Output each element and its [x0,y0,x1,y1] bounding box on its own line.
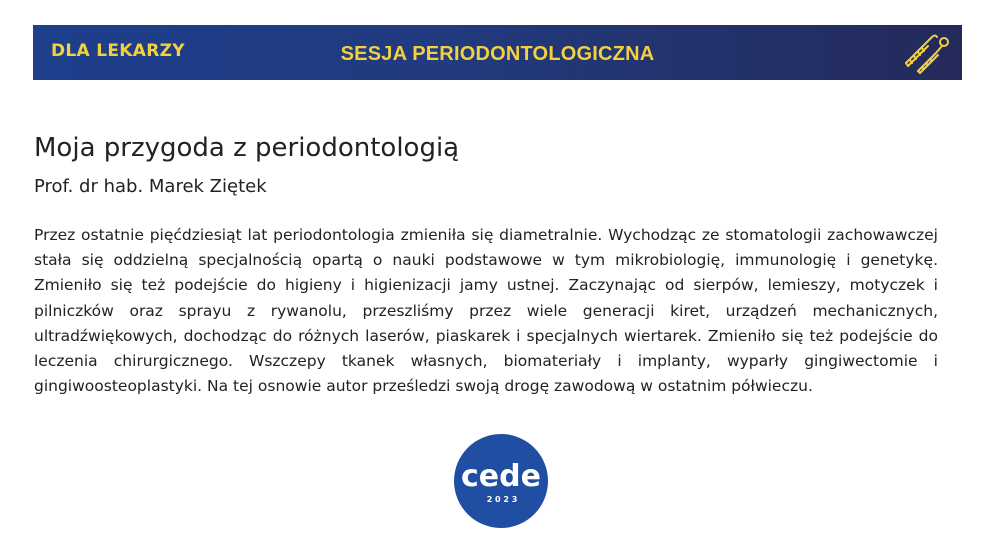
dental-tools-icon [902,29,950,75]
header-banner [33,25,962,80]
lecture-abstract: Przez ostatnie pięćdziesiąt lat periodontologia zmieniła się diametralnie. Wychodząc ze stomatologii zachowawczej stała się oddzielną specjalnością opartą o nauki podstawowe w tym mikrobiologię, immunologię i genetykę. Zmieniło się też podejście do higieny i higienizacji jamy ustnej. Zaczynając od sierpów, lemieszy, motyczek i pilniczków oraz sprayu z rywanolu, przeszliśmy przez wiele generacji kiret, urządzeń mechanicznych, ultradźwiękowych, dochodząc do różnych laserów, piaskarek i specjalnych wiertarek. Zmieniło się też podejście do leczenia chirurgicznego. Wszczepy tkanek własnych, biomateriały i implanty, wyparły gingiwectomie i gingiwoosteoplastyki. Na tej osnowie autor prześledzi swoją drogę zawodową w ostatnim półwieczu. [34,226,938,396]
logo-year: 2 0 2 3 [486,495,518,504]
category-label: DLA LEKARZY [51,41,185,61]
cede-logo [453,433,549,529]
session-title: SESJA PERIODONTOLOGICZNA [340,43,655,65]
lecture-author: Prof. dr hab. Marek Ziętek [34,176,267,197]
logo-wordmark: cede [461,459,541,494]
lecture-title: Moja przygoda z periodontologią [34,133,460,163]
